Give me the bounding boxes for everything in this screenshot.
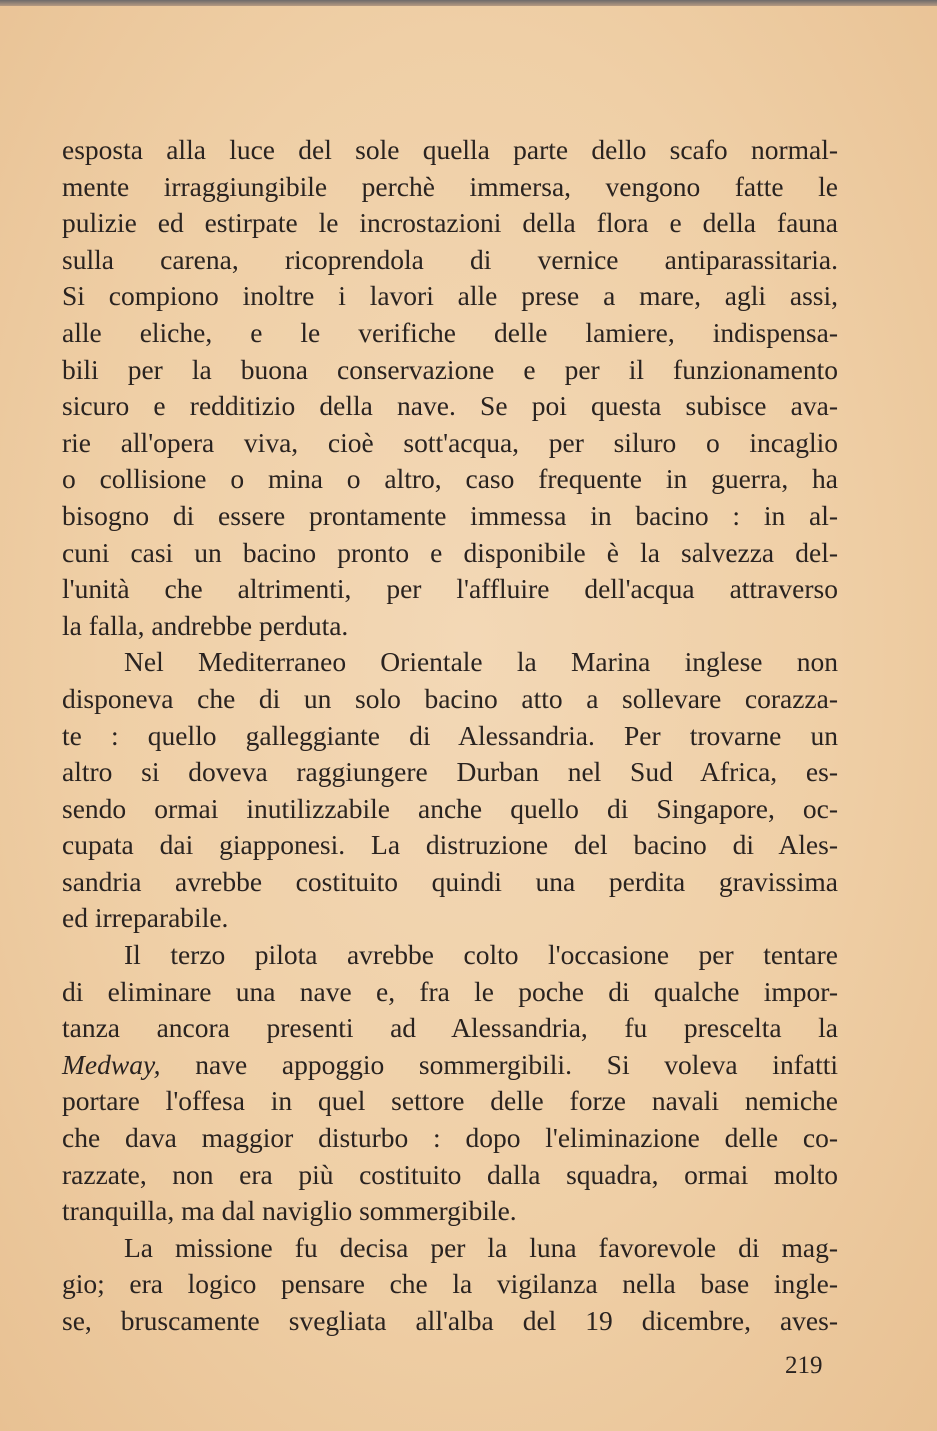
text-line: alle eliche, e le verifiche delle lamiere, indispensa- [62, 316, 838, 348]
text-line: sulla carena, ricoprendola di vernice antiparassitaria. [62, 243, 838, 275]
text-line: pulizie ed estirpate le incrostazioni della flora e della fauna [62, 207, 838, 239]
text-line: di eliminare una nave e, fra le poche di qualche impor- [62, 975, 838, 1007]
text-line: che dava maggior disturbo : dopo l'eliminazione delle co- [62, 1122, 838, 1154]
text-line: esposta alla luce del sole quella parte dello scafo normal- [62, 134, 838, 165]
text-line: bili per la buona conservazione e per il funzionamento [62, 353, 838, 385]
text-line: tanza ancora presenti ad Alessandria, fu prescelta la [62, 1012, 838, 1044]
text-line: cuni casi un bacino pronto e disponibile è la salvezza del- [62, 536, 838, 568]
text-line: razzate, non era più costituito dalla squadra, ormai molto [62, 1158, 838, 1190]
text-line: altro si doveva raggiungere Durban nel Sud Africa, es- [62, 756, 838, 788]
text-line: l'unità che altrimenti, per l'affluire dell'acqua attraverso [62, 573, 838, 605]
text-line: tranquilla, ma dal naviglio sommergibile. [62, 1195, 517, 1227]
text-line: La missione fu decisa per la luna favorevole di mag- [124, 1231, 838, 1263]
text-line: cupata dai giapponesi. La distruzione del bacino di Ales- [62, 829, 838, 861]
text-line: bisogno di essere prontamente immessa in bacino : in al- [62, 499, 838, 531]
text-line: Si compiono inoltre i lavori alle prese a mare, agli assi, [62, 280, 838, 312]
text-line: la falla, andrebbe perduta. [62, 609, 349, 641]
text-line: Nel Mediterraneo Orientale la Marina inglese non [124, 646, 838, 678]
text-line: disponeva che di un solo bacino atto a sollevare corazza- [62, 682, 838, 714]
text-line: rie all'opera viva, cioè sott'acqua, per siluro o incaglio [62, 426, 838, 458]
text-line: o collisione o mina o altro, caso frequente in guerra, ha [62, 463, 838, 495]
text-line: Medway, nave appoggio sommergibili. Si voleva infatti [62, 1048, 838, 1080]
body-text [62, 132, 838, 1340]
text-line: ed irreparabile. [62, 902, 229, 934]
text-line: portare l'offesa in quel settore delle forze navali nemiche [62, 1085, 838, 1117]
text-line: sendo ormai inutilizzabile anche quello di Singapore, oc- [62, 792, 838, 824]
text-line: sicuro e redditizio della nave. Se poi questa subisce ava- [62, 390, 838, 422]
page-number: 219 [785, 1352, 823, 1379]
text-line: se, bruscamente svegliata all'alba del 19 dicembre, aves- [62, 1305, 838, 1336]
text-line: gio; era logico pensare che la vigilanza nella base ingle- [62, 1268, 838, 1300]
page-top-edge [0, 0, 937, 6]
text-line: Il terzo pilota avrebbe colto l'occasione per tentare [124, 939, 838, 971]
text-line: te : quello galleggiante di Alessandria. Per trovarne un [62, 719, 838, 751]
text-line: sandria avrebbe costituito quindi una perdita gravissima [62, 865, 838, 897]
text-line: mente irraggiungibile perchè immersa, vengono fatte le [62, 170, 838, 202]
